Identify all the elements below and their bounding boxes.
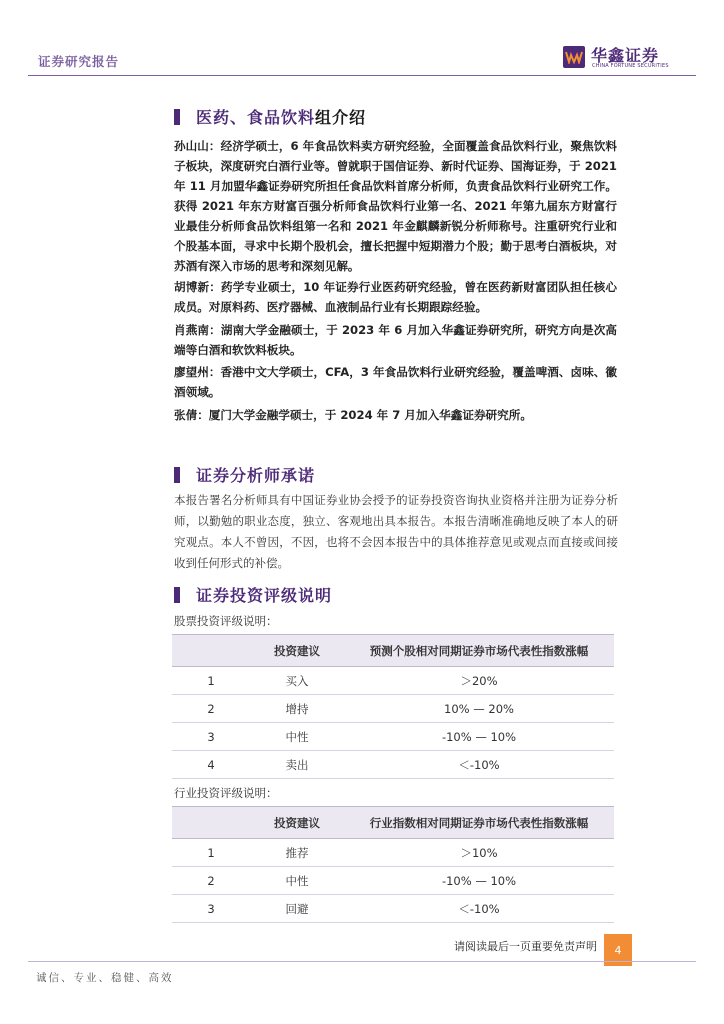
- row-number: 1: [207, 673, 215, 688]
- stock-rating-table: [172, 634, 614, 779]
- column-header-range: 行业指数相对同期证券市场代表性指数涨幅: [369, 815, 589, 830]
- header-divider: [28, 75, 696, 76]
- bio-name: 孙山山：: [174, 139, 221, 153]
- industry-rating-label: 行业投资评级说明：: [174, 786, 278, 800]
- table-header: [172, 806, 614, 839]
- row-number: 2: [207, 701, 215, 716]
- bio-paragraph: [174, 136, 617, 276]
- bio-paragraph: [174, 405, 617, 425]
- bio-text: 厦门大学金融学硕士，于 2024 年 7 月加入华鑫证券研究所。: [208, 408, 532, 422]
- section-marker: [174, 467, 180, 483]
- column-header-range: 预测个股相对同期证券市场代表性指数涨幅: [369, 643, 589, 658]
- bio-name: 胡博新：: [174, 280, 221, 294]
- bio-paragraph: [174, 320, 617, 360]
- logo-name-en: CHINA FORTUNE SECURITIES: [592, 63, 669, 69]
- bio-paragraph: [174, 362, 617, 402]
- bio-name: 张倩：: [174, 408, 209, 422]
- table-row: [172, 751, 614, 779]
- bio-name: 肖燕南：: [174, 323, 221, 337]
- section-title-plain: 组介绍: [315, 108, 367, 127]
- row-range: ＞20%: [460, 673, 498, 688]
- row-number: 3: [207, 901, 215, 916]
- row-rating: 推荐: [285, 845, 309, 860]
- row-rating: 卖出: [285, 757, 309, 772]
- row-range: -10% — 10%: [441, 729, 517, 744]
- section-marker: [174, 109, 180, 125]
- bio-text: 经济学硕士，6 年食品饮料卖方研究经验，全面覆盖食品饮料行业，聚焦饮料子板块，深度研究白酒行业等。曾就职于国信证券、新时代证券、国海证券，于 2021 年 11 月加盟华鑫证券研究所担任食品饮料首席分析师，负责食品饮料行业研究工作。获得 2021 年东方财富百强分析师食品饮料行业第一名、2021 年第九届东方财富行业最佳分析师食品饮料组第一名和 2021 年金麒麟新锐分析师称号。注重研究行业和个股基本面，寻求中长期个股机会，擅长把握中短期潜力个股；勤于思考白酒板块，对苏酒有深入市场的思考和深刻见解。: [174, 139, 617, 273]
- page-number: 4: [604, 934, 632, 966]
- row-range: ＜-10%: [458, 901, 500, 916]
- bio-paragraph: [174, 277, 617, 317]
- row-range: -10% — 10%: [441, 873, 517, 888]
- table-row: [172, 839, 614, 867]
- logo-name-cn: 华鑫证券: [591, 46, 660, 65]
- section-title: 证券投资评级说明: [196, 586, 333, 605]
- row-rating: 增持: [285, 701, 309, 716]
- row-rating: 中性: [285, 873, 309, 888]
- promise-paragraph: 本报告署名分析师具有中国证券业协会授予的证券投资咨询执业资格并注册为证券分析师，以勤勉的职业态度，独立、客观地出具本报告。本报告清晰准确地反映了本人的研究观点。本人不曾因，不因，也将不会因本报告中的具体推荐意见或观点而直接或间接收到任何形式的补偿。: [174, 493, 618, 570]
- table-row: [172, 723, 614, 751]
- stock-rating-label: 股票投资评级说明：: [174, 614, 278, 628]
- row-rating: 回避: [285, 901, 309, 916]
- report-type-label: 证券研究报告: [38, 54, 120, 69]
- industry-rating-table: [172, 806, 614, 923]
- table-row: [172, 667, 614, 695]
- table-row: [172, 867, 614, 895]
- row-rating: 中性: [285, 729, 309, 744]
- row-range: 10% — 20%: [444, 701, 514, 716]
- bio-text: 药学专业硕士，10 年证券行业医药研究经验，曾在医药新财富团队担任核心成员。对原料药、医疗器械、血液制品行业有长期跟踪经验。: [174, 280, 617, 314]
- company-logo: [563, 44, 693, 72]
- footer-slogan: 诚信、专业、稳健、高效: [36, 972, 174, 984]
- row-rating: 买入: [285, 673, 309, 688]
- row-number: 3: [207, 729, 215, 744]
- huaxin-logo-icon: [563, 46, 585, 68]
- section-title: 证券分析师承诺: [196, 466, 316, 485]
- row-number: 1: [207, 845, 215, 860]
- column-header-rating: 投资建议: [274, 643, 320, 658]
- bio-name: 廖望州：: [174, 365, 221, 379]
- table-row: [172, 695, 614, 723]
- table-row: [172, 895, 614, 923]
- section-title-colored: 医药、食品饮料: [196, 108, 316, 127]
- row-range: ＜-10%: [458, 757, 500, 772]
- bio-text: 湖南大学金融硕士，于 2023 年 6 月加入华鑫证券研究所，研究方向是次高端等白酒和软饮料板块。: [174, 323, 617, 357]
- section-marker: [174, 587, 180, 603]
- row-range: ＞10%: [460, 845, 498, 860]
- footer-divider: [28, 961, 696, 962]
- row-number: 4: [207, 757, 215, 772]
- disclaimer-notice: 请阅读最后一页重要免责声明: [454, 940, 597, 953]
- table-header: [172, 634, 614, 667]
- bio-text: 香港中文大学硕士，CFA，3 年食品饮料行业研究经验，覆盖啤酒、卤味、徽酒领域。: [174, 365, 617, 399]
- column-header-rating: 投资建议: [274, 815, 320, 830]
- row-number: 2: [207, 873, 215, 888]
